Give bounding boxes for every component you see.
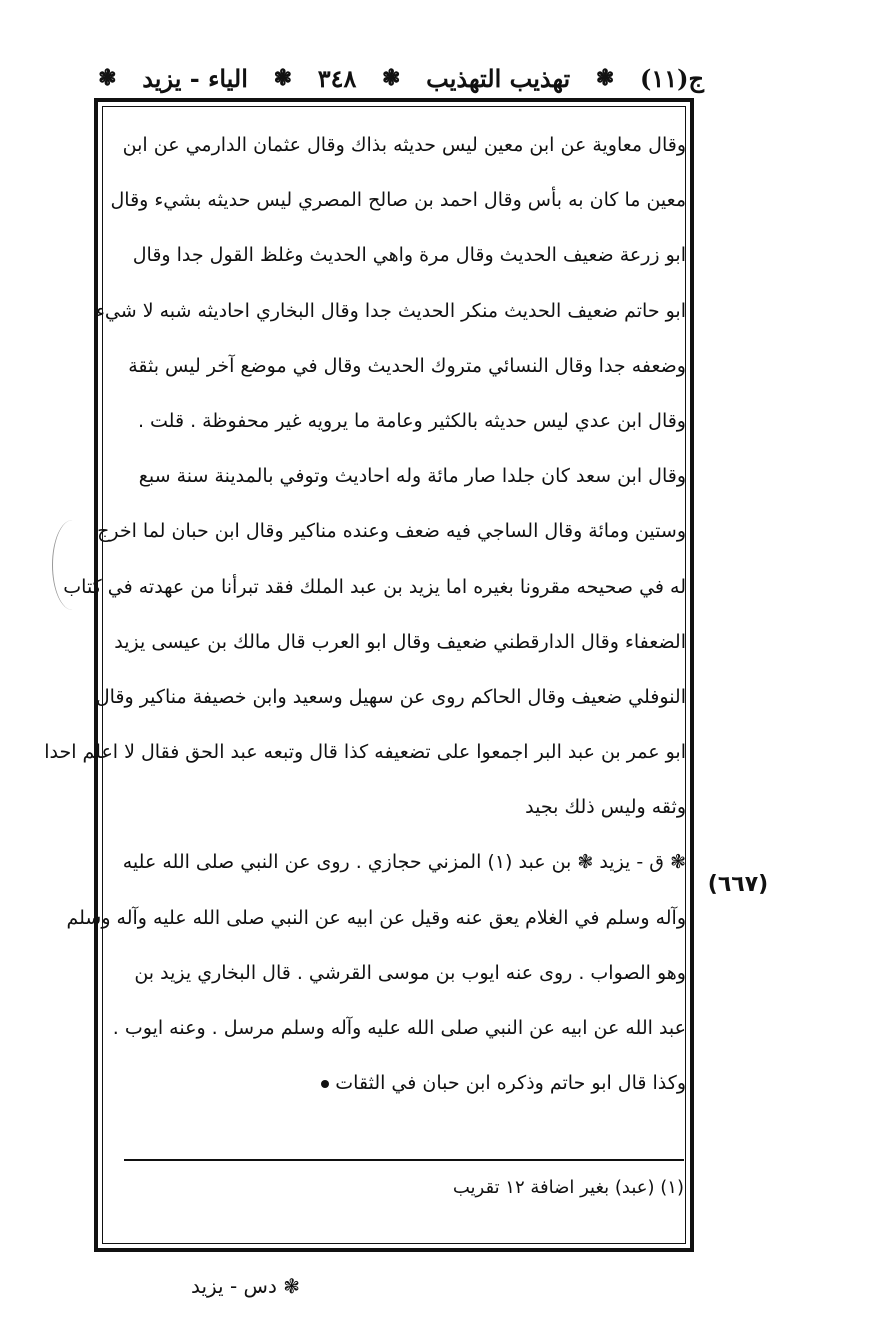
footnote-divider	[124, 1159, 684, 1161]
text-line-content: وكذا قال ابو حاتم وذكره ابن حبان في الثقات	[335, 1072, 686, 1095]
catchword: ❃ دس - يزيد	[190, 1274, 300, 1298]
text-line: ابو عمر بن عبد البر اجمعوا على تضعيفه كذا قال وتبعه عبد الحق فقال لا اعلم احدا	[44, 741, 686, 764]
text-line: وقال معاوية عن ابن معين ليس حديثه بذاك وقال عثمان الدارمي عن ابن	[122, 134, 686, 156]
section-title: الياء - يزيد	[142, 63, 248, 93]
text-line: معين ما كان به بأس وقال احمد بن صالح المصري ليس حديثه بشيء وقال	[110, 189, 686, 212]
page-number: ٣٤٨	[317, 63, 357, 93]
text-line: الضعفاء وقال الدارقطني ضعيف وقال ابو العرب قال مالك بن عيسى يزيد	[114, 630, 686, 653]
ornament-icon: ❃	[98, 65, 117, 91]
volume-number: ج(١١)	[640, 63, 704, 93]
text-line	[122, 1056, 686, 1111]
text-line: وثقه وليس ذلك بجيد	[525, 796, 686, 819]
ornament-icon: ❃	[382, 65, 401, 91]
footnote: (١) (عبد) بغير اضافة ١٢ تقريب	[452, 1177, 684, 1198]
text-line: وستين ومائة وقال الساجي فيه ضعف وعنده مناكير وقال ابن حبان لما اخرج	[97, 520, 686, 543]
text-line: وقال ابن سعد كان جلدا صار مائة وله احاديث وتوفي بالمدينة سنة سبع	[138, 465, 686, 488]
text-line: وقال ابن عدي ليس حديثه بالكثير وعامة ما يرويه غير محفوظة . قلت .	[137, 409, 686, 432]
text-line: عبد الله عن ابيه عن النبي صلى الله عليه وآله وسلم مرسل . وعنه ايوب .	[112, 1017, 686, 1039]
main-text	[44, 118, 686, 1111]
text-line: وضعفه جدا وقال النسائي متروك الحديث وقال في موضع آخر ليس بثقة	[128, 354, 686, 377]
end-dot-icon	[321, 1080, 329, 1088]
text-line: له في صحيحه مقرونا بغيره اما يزيد بن عبد الملك فقد تبرأنا من عهدته في كتاب	[63, 575, 686, 598]
book-title: تهذيب التهذيب	[426, 63, 571, 93]
text-line: وآله وسلم في الغلام يعق عنه وقيل عن ابيه عن النبي صلى الله عليه وآله وسلم	[66, 906, 686, 929]
ornament-icon: ❃	[273, 65, 293, 91]
entry-number: (٦٦٧)	[707, 872, 769, 897]
entry-heading-line: ❃ ق - يزيد ❃ بن عبد (١) المزني حجازي . روى عن النبي صلى الله عليه	[122, 851, 686, 874]
text-line: النوفلي ضعيف وقال الحاكم روى عن سهيل وسعيد وابن خصيفة مناكير وقال	[95, 685, 686, 708]
text-line: وهو الصواب . روى عنه ايوب بن موسى القرشي . قال البخاري يزيد بن	[134, 961, 686, 984]
text-line: ابو زرعة ضعيف الحديث وقال مرة واهي الحديث وغلظ القول جدا وقال	[132, 244, 686, 267]
ornament-icon: ❃	[595, 65, 615, 91]
page-header	[94, 60, 704, 96]
text-line: ابو حاتم ضعيف الحديث منكر الحديث جدا وقال البخاري احاديثه شبه لا شيء	[95, 299, 686, 322]
